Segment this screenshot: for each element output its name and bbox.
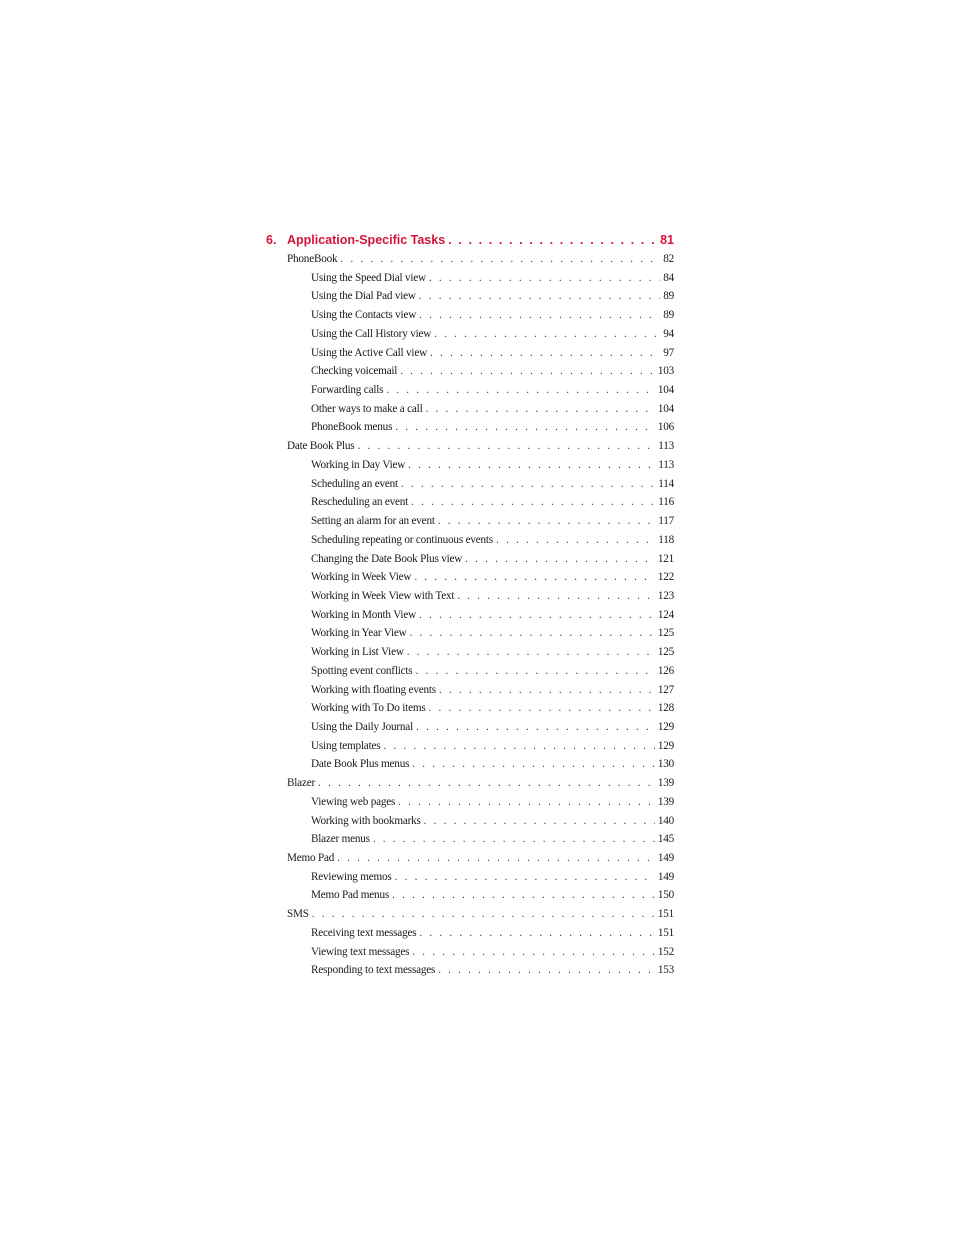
entry-title: Using the Call History view [311,327,432,340]
entry-title: Working in Week View with Text [311,589,455,602]
entry-title: Setting an alarm for an event [311,515,435,528]
toc-subsection-entry[interactable] [266,403,674,422]
entry-title: Other ways to make a call [311,402,423,415]
entry-page-number: 104 [657,384,674,397]
toc-subsection-entry[interactable] [266,459,674,478]
toc-section-entry[interactable] [266,253,674,272]
toc-subsection-entry[interactable] [266,927,674,946]
entry-page-number: 139 [657,795,674,808]
toc-section-entry[interactable] [266,440,674,459]
entry-page-number: 97 [663,346,674,359]
toc-subsection-entry[interactable] [266,627,674,646]
dot-leader [429,272,660,284]
entry-title: PhoneBook [287,253,338,265]
entry-title: Blazer [287,777,315,790]
toc-subsection-entry[interactable] [266,833,674,852]
entry-title: Using the Active Call view [311,346,427,359]
toc-subsection-entry[interactable] [266,665,674,684]
entry-page-number: 118 [658,533,674,546]
entry-page-number: 123 [657,589,674,602]
table-of-contents [266,233,674,983]
entry-page-number: 89 [663,309,674,322]
dot-leader [340,253,660,265]
toc-subsection-entry[interactable] [266,347,674,366]
entry-title: Scheduling an event [311,477,398,490]
dot-leader [337,852,655,864]
entry-page-number: 149 [657,852,674,864]
entry-title: Changing the Date Book Plus view [311,552,463,565]
dot-leader [395,421,655,433]
entry-page-number: 145 [657,833,674,846]
entry-title: Working in Month View [311,608,416,621]
toc-subsection-entry[interactable] [266,702,674,721]
entry-page-number: 113 [658,440,674,453]
entry-title: Rescheduling an event [311,496,409,509]
dot-leader [496,534,655,546]
toc-subsection-entry[interactable] [266,478,674,497]
toc-subsection-entry[interactable] [266,609,674,628]
entry-page-number: 113 [658,458,674,471]
toc-subsection-entry[interactable] [266,684,674,703]
dot-leader [438,964,655,976]
entry-title: Working in Week View [311,571,412,584]
dot-leader [312,908,655,920]
toc-subsection-entry[interactable] [266,740,674,759]
dot-leader [419,309,660,321]
entry-title: Forwarding calls [311,384,384,397]
dot-leader [398,796,655,808]
toc-subsection-entry[interactable] [266,758,674,777]
dot-leader [392,889,655,901]
entry-title: Using the Daily Journal [311,720,413,733]
entry-title: Viewing web pages [311,795,396,808]
dot-leader [419,290,660,302]
dot-leader [414,571,655,583]
toc-subsection-entry[interactable] [266,272,674,291]
entry-title: Spotting event conflicts [311,664,413,677]
entry-page-number: 150 [657,889,674,902]
entry-page-number: 149 [657,870,674,883]
dot-leader [407,646,655,658]
dot-leader [419,609,655,621]
dot-leader [408,459,655,471]
toc-subsection-entry[interactable] [266,496,674,515]
dot-leader [465,553,655,565]
toc-subsection-entry[interactable] [266,796,674,815]
entry-title: Working in Day View [311,458,406,471]
toc-subsection-entry[interactable] [266,290,674,309]
entry-title: Using the Dial Pad view [311,290,416,303]
toc-subsection-entry[interactable] [266,553,674,572]
entry-page-number: 151 [657,926,674,939]
entry-title: Working with bookmarks [311,814,421,827]
entry-page-number: 114 [658,477,674,490]
dot-leader [448,233,657,247]
toc-subsection-entry[interactable] [266,571,674,590]
dot-leader [410,627,655,639]
toc-entries [266,253,674,983]
chapter-page-number: 81 [660,233,674,247]
dot-leader [439,684,655,696]
entry-title: Working with floating events [311,683,436,696]
entry-title: Using the Speed Dial view [311,271,426,284]
entry-page-number: 151 [657,908,674,921]
entry-title: Memo Pad menus [311,889,389,902]
entry-page-number: 106 [657,421,674,434]
entry-page-number: 125 [657,627,674,640]
dot-leader [419,927,654,939]
entry-page-number: 152 [657,945,674,958]
toc-subsection-entry[interactable] [266,964,674,983]
dot-leader [438,515,655,527]
entry-page-number: 104 [657,402,674,415]
chapter-title: Application-Specific Tasks [287,233,446,247]
entry-title: Working with To Do items [311,702,426,715]
entry-title: SMS [287,908,309,921]
toc-section-entry[interactable] [266,777,674,796]
entry-page-number: 139 [657,777,674,790]
entry-page-number: 128 [657,702,674,715]
entry-page-number: 84 [663,271,674,284]
dot-leader [430,347,660,359]
toc-subsection-entry[interactable] [266,646,674,665]
entry-page-number: 122 [657,571,674,584]
entry-title: Responding to text messages [311,964,436,977]
entry-page-number: 140 [657,814,674,827]
entry-title: Viewing text messages [311,945,410,958]
dot-leader [373,833,655,845]
entry-title: Date Book Plus [287,440,355,453]
dot-leader [457,590,655,602]
dot-leader [434,328,660,340]
entry-title: Reviewing memos [311,870,392,883]
toc-subsection-entry[interactable] [266,815,674,834]
dot-leader [357,440,655,452]
toc-section-entry[interactable] [266,908,674,927]
dot-leader [395,871,655,883]
entry-title: Working in List View [311,646,404,659]
dot-leader [429,702,655,714]
dot-leader [412,946,655,958]
entry-page-number: 153 [657,964,674,977]
toc-subsection-entry[interactable] [266,946,674,965]
toc-subsection-entry[interactable] [266,721,674,740]
dot-leader [412,758,655,770]
dot-leader [415,665,654,677]
entry-page-number: 126 [657,664,674,677]
entry-page-number: 125 [657,646,674,659]
toc-subsection-entry[interactable] [266,384,674,403]
toc-subsection-entry[interactable] [266,590,674,609]
dot-leader [386,384,655,396]
toc-subsection-entry[interactable] [266,534,674,553]
dot-leader [400,365,655,377]
entry-title: Scheduling repeating or continuous events [311,533,493,546]
dot-leader [426,403,655,415]
toc-subsection-entry[interactable] [266,309,674,328]
entry-title: Checking voicemail [311,365,398,378]
dot-leader [411,496,655,508]
toc-subsection-entry[interactable] [266,889,674,908]
dot-leader [424,815,655,827]
chapter-number: 6. [266,233,277,247]
toc-subsection-entry[interactable] [266,365,674,384]
entry-page-number: 129 [657,720,674,733]
toc-section-entry[interactable] [266,852,674,871]
dot-leader [318,777,655,789]
entry-page-number: 124 [657,608,674,621]
chapter-heading[interactable] [266,233,674,252]
entry-page-number: 103 [657,365,674,378]
dot-leader [401,478,655,490]
entry-title: Blazer menus [311,833,370,846]
entry-page-number: 117 [658,515,674,528]
entry-page-number: 82 [663,253,674,265]
dot-leader [416,721,655,733]
entry-page-number: 116 [658,496,674,509]
entry-page-number: 130 [657,758,674,771]
toc-subsection-entry[interactable] [266,871,674,890]
entry-page-number: 121 [657,552,674,565]
entry-title: PhoneBook menus [311,421,393,434]
entry-title: Receiving text messages [311,926,417,939]
entry-page-number: 127 [657,683,674,696]
toc-subsection-entry[interactable] [266,421,674,440]
entry-page-number: 129 [657,739,674,752]
toc-subsection-entry[interactable] [266,515,674,534]
entry-title: Date Book Plus menus [311,758,410,771]
entry-page-number: 89 [663,290,674,303]
dot-leader [383,740,654,752]
entry-title: Memo Pad [287,852,335,864]
toc-subsection-entry[interactable] [266,328,674,347]
entry-title: Working in Year View [311,627,407,640]
entry-title: Using templates [311,739,381,752]
entry-page-number: 94 [663,327,674,340]
entry-title: Using the Contacts view [311,309,417,322]
